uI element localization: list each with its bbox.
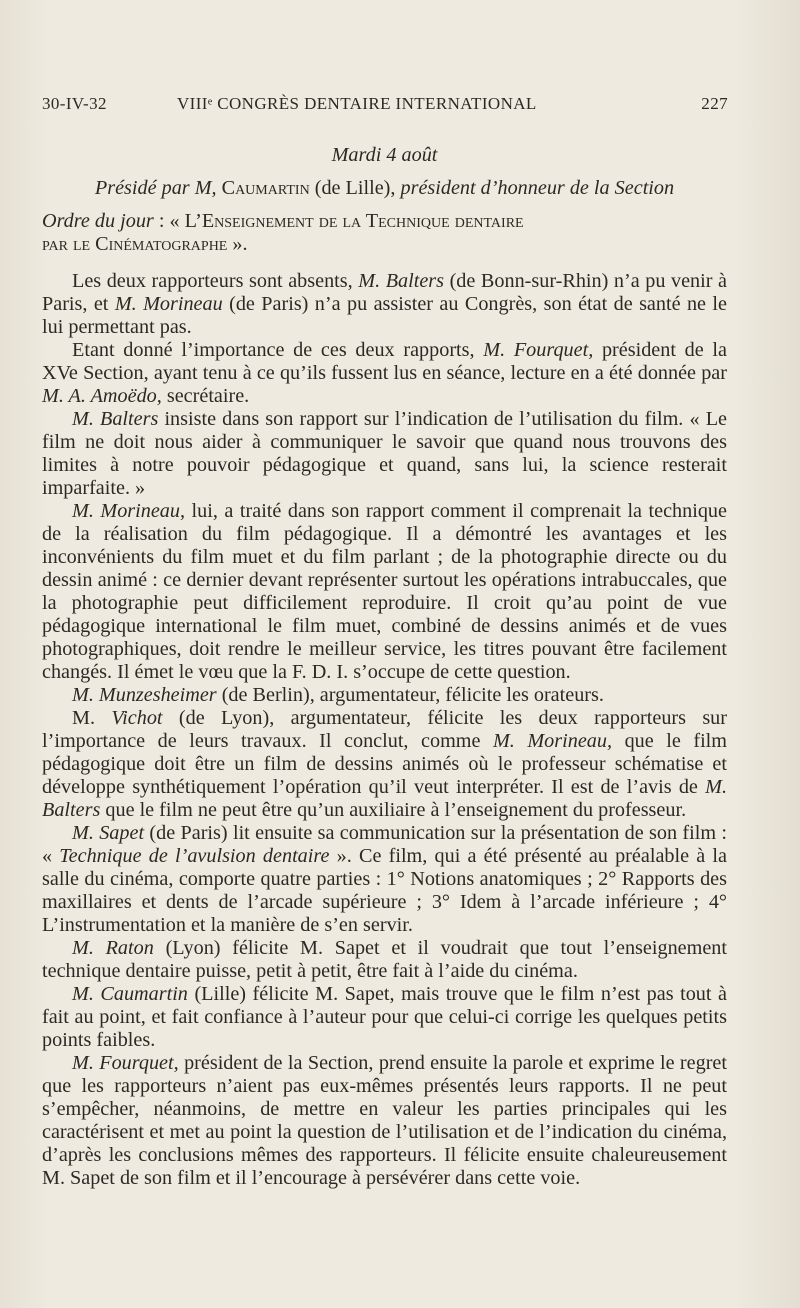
paragraph [42,684,727,707]
speaker-or-title-italic: M. Balters [42,776,727,821]
order-separator: : « [153,210,185,232]
paragraph-text: secrétaire. [161,385,250,407]
running-head [42,94,728,122]
speaker-or-title-italic: M. Morineau, [492,730,613,752]
presided-line [42,177,727,200]
speaker-or-title-italic: M. Munzesheimer [72,684,217,706]
paragraph [42,270,727,339]
paragraph-text: ». Ce film, qui a été présenté au préalable à la salle du cinéma, comporte quatre parties : 1° Notions anatomiques ; 2° Rapports des maxillaires et dents de l’arcade supérieure ; 3° Idem à l’arcade inférieure ; 4° L’instrumentation et la manière de s’en servir. [42,845,727,936]
presided-label: Présidé par M, [94,177,217,199]
paragraph-text: lui, a traité dans son rapport comment il comprenait la technique de la réalisation du film pédagogique. Il a démontré les avantages et les inconvénients du film muet et du film parlant ; de la photographie directe ou du dessin animé : ce dernier devant représenter surtout les opérations intrabuccales, que la photographie peut difficilement reproduire. Il croit qu’au point de vue pédagogique international le film muet, combiné de dessins animés et de vues photographiques, doit rendre le meilleur service, les titres pouvant être facilement changés. Il émet le vœu que la F. D. I. s’occupe de cette question. [42,500,727,683]
speaker-or-title-italic: M. Caumartin [72,983,188,1005]
paragraph-text: (de Paris) n’a pu assister au Congrès, son état de santé ne le lui permettant pas. [42,293,727,338]
paragraph-text: (Lyon) félicite M. Sapet et il voudrait que tout l’enseignement technique dentaire puisse, petit à petit, être fait à l’aide du cinéma. [42,937,727,982]
running-head-title: VIIIᵉ CONGRÈS DENTAIRE INTERNATIONAL [177,94,537,113]
speaker-or-title-italic: M. Fourquet, [72,1052,179,1074]
running-head-date: 30-IV-32 [42,94,107,113]
speaker-or-title-italic: Technique de l’avulsion dentaire [59,845,330,867]
president-role: président d’honneur de la Section [400,177,675,199]
paragraph-text: Les deux rapporteurs sont absents, [72,270,359,292]
speaker-or-title-italic: M. Fourquet, [483,339,594,361]
paragraph-text: (de Berlin), argumentateur, félicite les orateurs. [216,684,604,706]
paragraph [42,1052,727,1190]
speaker-or-title-italic: M. Morineau [114,293,223,315]
order-label: Ordre du jour [42,210,154,232]
paragraph-text: (de Lyon), argumentateur, félicite les deux rapporteurs sur l’importance de leurs travaux. Il conclut, comme [42,707,728,752]
paragraph-text: Etant donné l’importance de ces deux rapports, [72,339,484,361]
order-topic-line2: par le Cinématographe ». [42,233,248,255]
session-date: Mardi 4 août [331,144,438,166]
speaker-or-title-italic: M. Raton [72,937,154,959]
paragraph [42,500,727,684]
speaker-or-title-italic: M. Balters [72,408,159,430]
order-topic-line1: L’Enseignement de la Technique dentaire [184,210,524,232]
paragraph-text: président de la Section, prend ensuite la parole et exprime le regret que les rapporteurs n’aient pas eux-mêmes présentés leurs rapports. Il ne peut s’empêcher, néanmoins, de mettre en valeur les parties principales qui les caractérisent et met au point la question de l’utilisation et de l’indication du cinéma, d’après les conclusions mêmes des rapporteurs. Il félicite ensuite chaleureusement M. Sapet de son film et il l’encourage à persévérer dans cette voie. [42,1052,727,1189]
paragraph [42,339,727,408]
speaker-or-title-italic: M. Balters [358,270,445,292]
page-body [42,140,727,1190]
speaker-or-title-italic: M. Morineau, [72,500,186,522]
paragraph [42,822,727,937]
speaker-or-title-italic: Vichot [111,707,163,729]
speaker-or-title-italic: M. Sapet [72,822,145,844]
minutes-paragraphs [42,270,727,1190]
paragraph-text: que le film ne peut être qu’un auxiliaire à l’enseignement du professeur. [100,799,687,821]
paragraph [42,707,727,822]
page-number: 227 [701,94,728,113]
paragraph [42,937,727,983]
president-name: Caumartin [221,177,310,199]
paragraph [42,408,727,500]
paragraph-text: que le film pédagogique doit être un film de dessins animés où le professeur schématise et développe synthétiquement l’opération qu’il veut interpréter. Il est de l’avis de [42,730,727,798]
paragraph-text: (de Paris) lit ensuite sa communication sur la présentation de son film : « [42,822,728,867]
paragraph-text: (de Bonn-sur-Rhin) n’a pu venir à Paris, et [42,270,728,315]
order-of-day [42,210,727,256]
paragraph-text: M. [72,707,112,729]
paragraph-text: insiste dans son rapport sur l’indication de l’utilisation du film. « Le film ne doit nous aider à communiquer le savoir que quand nous trouvons des limites à notre pouvoir pédagogique et quand, sans lui, la science resterait imparfaite. » [42,408,727,499]
president-place: (de Lille), [314,177,396,199]
speaker-or-title-italic: M. A. Amoëdo, [42,385,162,407]
paragraph-text: (Lille) félicite M. Sapet, mais trouve que le film n’est pas tout à fait au point, et fait confiance à l’auteur pour que celui-ci corrige les quelques petits points faibles. [42,983,727,1051]
paragraph [42,983,727,1052]
paragraph-text: président de la XVe Section, ayant tenu à ce qu’ils fussent lus en séance, lecture en a été donnée par [42,339,727,384]
